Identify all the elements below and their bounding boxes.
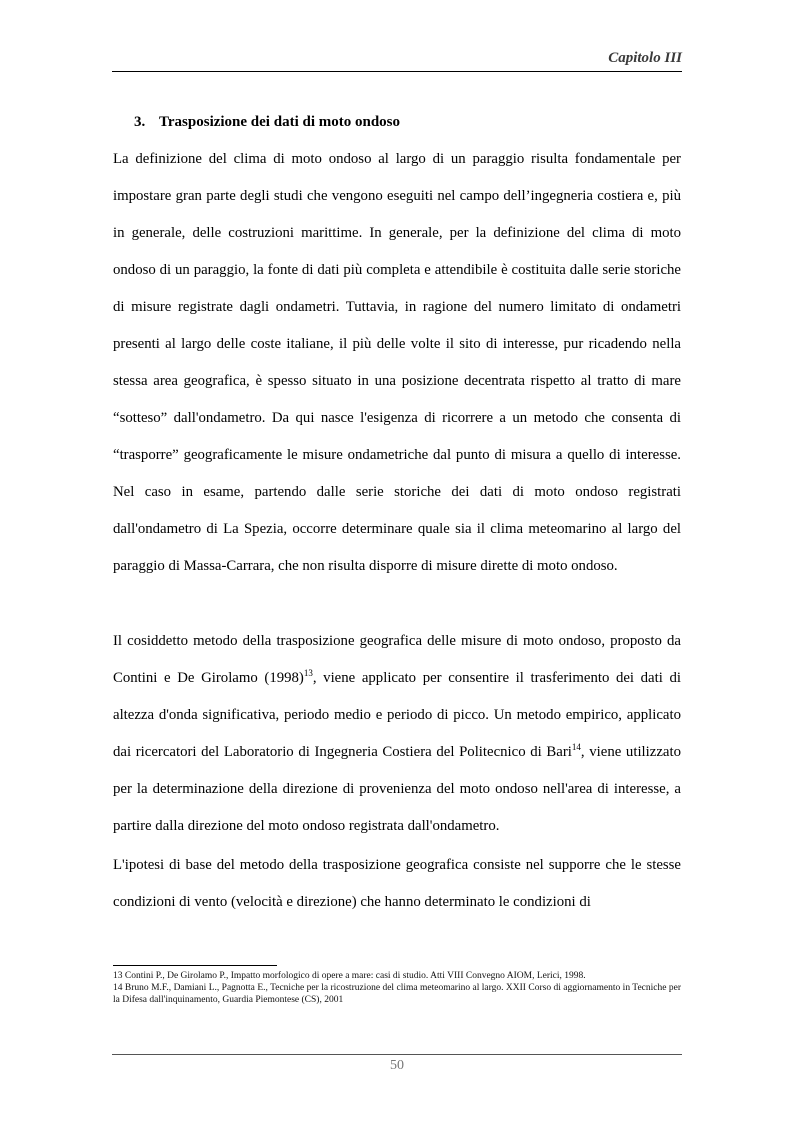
paragraph-2-part-b: , viene applicato per consentire il trasferimento dei dati di altezza d'onda significativa, periodo medio e periodo di picco. Un metodo empirico, applicato dai ricercatori del Laboratorio di Ingegneria Costiera del Politecnico di Bari <box>113 670 681 760</box>
footnote-rule <box>113 965 277 966</box>
paragraph-3: L'ipotesi di base del metodo della trasposizione geografica consiste nel supporre che le stesse condizioni di vento (velocità e direzione) che hanno determinato le condizioni di <box>113 857 681 910</box>
header-rule <box>112 71 682 72</box>
footnote-14: 14 Bruno M.F., Damiani L., Pagnotta E., Tecniche per la ricostruzione del clima meteomarino al largo. XXII Corso di aggiornamento in Tecniche per la Difesa dall'inquinamento, Guardia Piemontese (CS), 2001 <box>113 983 681 1005</box>
footer-rule <box>112 1054 682 1055</box>
footnote-ref-14[interactable]: 14 <box>571 742 581 752</box>
paragraph-2-part-a: Il cosiddetto metodo della trasposizione geografica delle misure di moto ondoso, proposto da Contini e De Girolamo (1998) <box>113 633 681 686</box>
footnote-13: 13 Contini P., De Girolamo P., Impatto morfologico di opere a mare: casi di studio. Atti VIII Convegno AIOM, Lerici, 1998. <box>113 971 586 981</box>
paragraph-2-part-c: , viene utilizzato per la determinazione della direzione di provenienza del moto ondoso nell'area di interesse, a partire dalla direzione del moto ondoso registrata dall'ondametro. <box>113 744 681 834</box>
section-number: 3. <box>134 114 146 130</box>
footnote-ref-13[interactable]: 13 <box>303 668 313 678</box>
running-head-chapter: Capitolo III <box>608 50 682 66</box>
paragraph-1: La definizione del clima di moto ondoso al largo di un paraggio risulta fondamentale per impostare gran parte degli studi che vengono eseguiti nel campo dell’ingegneria costiera e, più in generale, delle costruzioni marittime. In generale, per la definizione del clima di moto ondoso di un paraggio, la fonte di dati più completa e attendibile è costituita dalle serie storiche di misure registrate dagli ondametri. Tuttavia, in ragione del numero limitato di ondametri presenti al largo delle coste italiane, il più delle volte il sito di interesse, pur ricadendo nella stessa area geografica, è spesso situato in una posizione decentrata rispetto al tratto di mare “sotteso” dall'ondametro. Da qui nasce l'esigenza di ricorrere a un metodo che consenta di “trasporre” geograficamente le misure ondametriche dal punto di misura a quello di interesse. Nel caso in esame, partendo dalle serie storiche dei dati di moto ondoso registrati dall'ondametro di La Spezia, occorre determinare quale sia il clima meteomarino al largo del paraggio di Massa-Carrara, che non risulta disporre di misure dirette di moto ondoso. <box>113 151 681 574</box>
section-heading <box>134 114 400 131</box>
page-number: 50 <box>390 1058 404 1073</box>
section-title: Trasposizione dei dati di moto ondoso <box>159 114 401 130</box>
paragraph-2 <box>113 623 681 845</box>
footnotes <box>113 970 681 1006</box>
